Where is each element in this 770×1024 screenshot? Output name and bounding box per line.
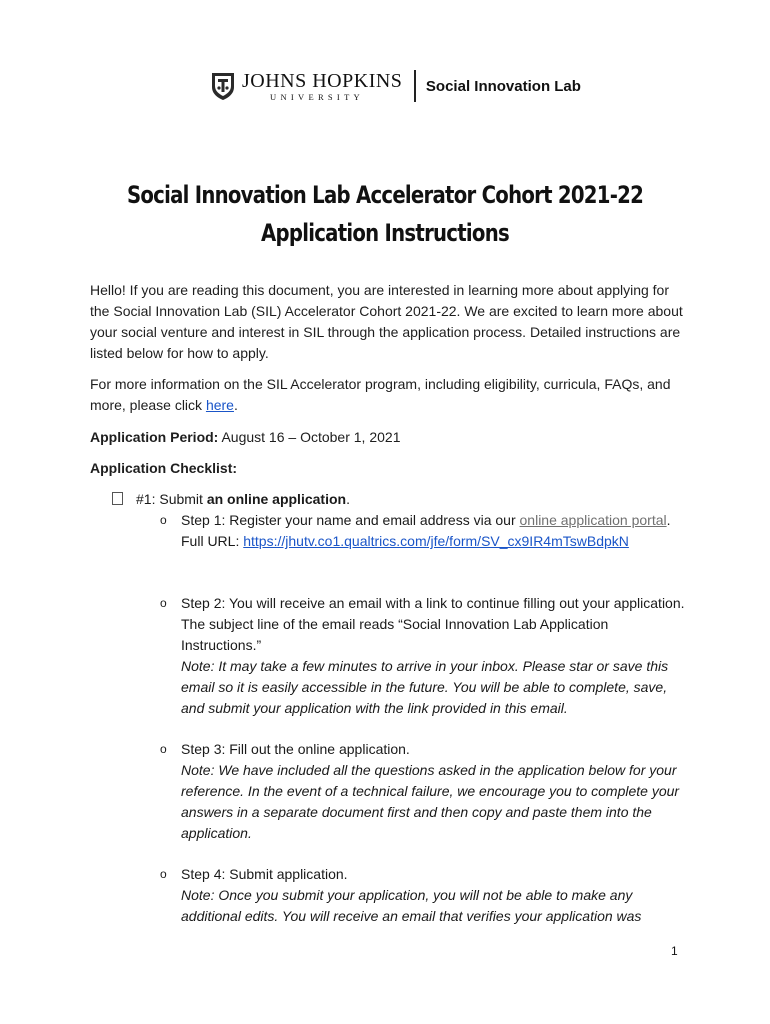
application-period (90, 427, 690, 448)
checklist-heading (90, 458, 690, 479)
step-1 (160, 510, 690, 552)
page-number: 1 (671, 944, 678, 958)
step3-text: Step 3: Fill out the online application. (181, 741, 410, 757)
here-link[interactable]: here (205, 397, 234, 413)
intro-paragraph (90, 280, 690, 364)
checklist-heading-text: Application Checklist: (90, 460, 238, 476)
full-url-link[interactable]: https://jhutv.co1.qualtrics.com/jfe/form/SV_cx9IR4mTswBdpkN (243, 533, 629, 549)
step2-text: Step 2: You will receive an email with a link to continue filling out your application. The subject line of the email reads “Social Innovation Lab Application Instructions.” (181, 595, 685, 653)
university-name: JOHNS HOPKINS (242, 69, 403, 92)
more-info-end: . (233, 397, 238, 413)
logo-divider (414, 70, 416, 102)
step2-note: Note: It may take a few minutes to arrive in your inbox. Please star or save this email so it is easily accessible in the future. You will be able to complete, save, and submit your application with the link provided in this email. (181, 658, 669, 716)
bullet-icon: o (160, 596, 167, 610)
checklist-item-1 (112, 489, 350, 510)
step-3 (160, 739, 690, 844)
online-application-portal-link[interactable]: online application portal (519, 512, 667, 528)
item1-end: . (346, 491, 350, 507)
university-wordmark (242, 71, 402, 102)
bullet-icon: o (160, 742, 167, 756)
step4-note: Note: Once you submit your application, you will not be able to make any additional edits. You will receive an email that verifies your application was (181, 887, 642, 924)
bullet-icon: o (160, 513, 167, 527)
title-line-1: Social Innovation Lab Accelerator Cohort 2021-22 (126, 181, 644, 209)
full-url-label: Full URL: (181, 533, 244, 549)
period-label: Application Period: (90, 429, 219, 445)
bullet-icon: o (160, 867, 167, 881)
header-logo (210, 68, 581, 104)
title-line-2: Application Instructions (261, 219, 509, 247)
lab-name: Social Innovation Lab (425, 77, 581, 95)
university-subtitle: UNIVERSITY (270, 91, 364, 102)
period-value: August 16 – October 1, 2021 (218, 429, 401, 445)
item1-bold: an online application (206, 491, 347, 507)
jhu-seal-icon (210, 71, 236, 101)
step1-text: Step 1: Register your name and email address via our (181, 512, 520, 528)
step1-end: . (666, 512, 671, 528)
step4-text: Step 4: Submit application. (181, 866, 348, 882)
step3-note: Note: We have included all the questions asked in the application below for your reference. In the event of a technical failure, we encourage you to complete your answers in a separate document first and then copy and paste them into the application. (181, 762, 680, 841)
more-info-paragraph (90, 374, 690, 416)
checkbox-icon[interactable] (112, 492, 123, 505)
intro-text: Hello! If you are reading this document, you are interested in learning more about applying for the Social Innovation Lab (SIL) Accelerator Cohort 2021-22. We are excited to learn more about your social venture and interest in SIL through the application process. Detailed instructions are listed below for how to apply. (90, 282, 683, 361)
more-info-text: For more information on the SIL Accelerator program, including eligibility, curricula, FAQs, and more, please click (90, 376, 671, 413)
item1-prefix: #1: Submit (136, 491, 207, 507)
document-title (69, 176, 700, 252)
step-2 (160, 593, 690, 719)
step-4 (160, 864, 690, 927)
